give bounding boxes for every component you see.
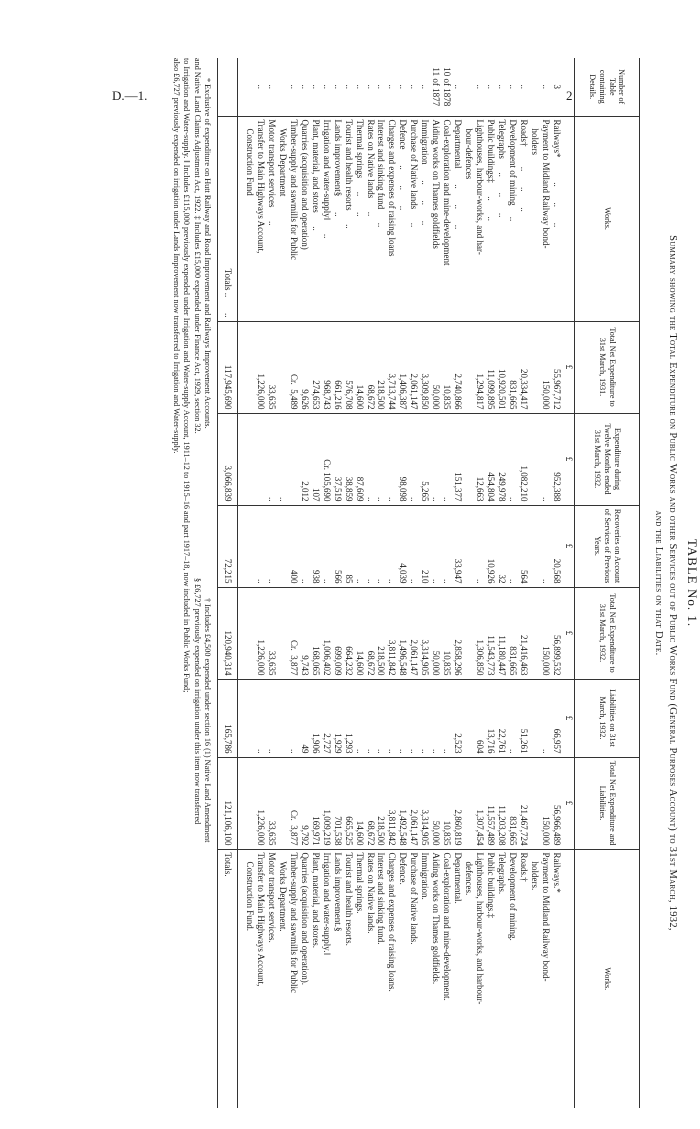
page-reference: D.—1. bbox=[112, 88, 148, 103]
page-number: 2 bbox=[566, 88, 573, 103]
footnote: † Includes £4,500 expended under section 16 (1) Native Land Amendment bbox=[203, 598, 212, 843]
unit-pound: £ bbox=[562, 413, 575, 505]
recoveries-total: 72,215 bbox=[217, 505, 237, 587]
header-liabilities: Liabilities on 31st March, 1932. bbox=[575, 679, 640, 757]
unit-pound: £ bbox=[562, 505, 575, 587]
works-column: Railways* .. .. .. Payment to Midland Railway bond- holders Roads† .. .. .. Development of mining .. Telegraphs .. .. .. Public buildings‡ .. .. Lighthouses, harbour-works, and har- bour-defences Departmental .. .. .. Coal-exploration and mine-development Aiding works on Thames goldfields Immigration .. .. .. Purchase of Native lands .. Defence .. .. .. Charges and expenses of raising loans Interest and sinking fund .. Rates on Native lands .. Thermal springs .. .. Tourist and health resorts .. Lands improvement§ .. Irrigation and water-supply‖ .. Plant, material, and stores .. Quarries (acquisition and operation) Timber-supply and sawmills for Public Works Department Motor transport services .. Transfer to Main Highways Account, Construction Fund bbox=[237, 116, 562, 321]
total-1932-value: 120,940,314 bbox=[217, 587, 237, 679]
total-1931-column: 55,967,712 150,000 20,334,417 831,665 10,920,501 11,099,895 1,294,817 2,740,866 10,835 50,000 3,309,850 2,061,147 1,406,387 3,713,744 218,500 68,672 14,600 576,708 661,216 968,743 274,653 9,626 Cr. 5,489 33,635 1,226,000 bbox=[237, 321, 562, 413]
table-header-row bbox=[575, 58, 640, 1108]
footnote: and Native Land Claims Adjustment Act, 1922. ‡ Includes £15,000 expended under Finance Act, 1929, section 32. bbox=[192, 58, 202, 434]
header-total-1931: Total Net Expenditure to 31st March, 1931. bbox=[575, 321, 640, 413]
expenditure-year-total: 3,066,839 bbox=[217, 413, 237, 505]
footnote: § £6,727 previously expended on irrigation under this item now transferred bbox=[192, 578, 202, 825]
header-works-right: Works. bbox=[575, 849, 640, 1108]
unit-pound: £ bbox=[562, 587, 575, 679]
unit-pound: £ bbox=[562, 757, 575, 849]
grand-total-value: 121,106,100 bbox=[217, 757, 237, 849]
footnotes bbox=[171, 58, 212, 1108]
rotated-table-block bbox=[140, 58, 700, 1108]
expenditure-year-column: 952,388 .. 1,082,210 .. 249,978 454,804 12,663 151,377 .. .. 5,265 .. 98,098 .. .. .. 87,609 38,859 37,519 Cr. 105,690 107 2,012 .. .. bbox=[237, 413, 562, 505]
header-table-number: Number of Table containing Details. bbox=[575, 58, 640, 116]
totals-label: Totals .. .. bbox=[217, 116, 237, 321]
header-total-with-liabilities: Total Net Expenditure and Liabilities. bbox=[575, 757, 640, 849]
header-expenditure-year: Expenditure during Twelve Months ended 31st March, 1932. bbox=[575, 413, 640, 505]
footnote: to Irrigation and Water-supply. ‖ Includes £115,000 previously expended under Irrigation and Water-supply Account, 1911–12 to 1915–16 and part 1917–18, now included in Public Works Fund; bbox=[182, 58, 192, 693]
total-1932-column: 56,899,532 150,000 21,416,463 831,665 11,180,447 11,543,773 1,306,850 2,858,296 10,835 50,000 3,314,905 2,061,147 1,496,548 3,811,842 218,500 68,672 14,600 664,232 699,009 1,006,402 168,065 9,743 Cr. 3,877 33,635 1,226,000 bbox=[237, 587, 562, 679]
header-total-1932: Total Net Expenditure to 31st March, 1932. bbox=[575, 587, 640, 679]
total-with-liabilities-column: 56,966,489 150,000 21,467,724 831,665 11,203,208 11,557,489 1,307,454 2,860,819 10,835 50,000 3,314,905 2,061,147 1,492,548 3,811,842 218,500 68,672 14,600 665,525 701,538 1,009,219 169,971 9,792 Cr. 3,877 33,635 1,226,000 bbox=[237, 757, 562, 849]
liabilities-total: 165,786 bbox=[217, 679, 237, 757]
table-caption-continued: and the Liabilities on that Date. bbox=[653, 510, 664, 656]
table-number-column: 3 .. .. .. .. .. .. .. 10 of 1878 11 of 1877 .. .. .. .. .. .. .. .. .. .. .. .. .. .. .. bbox=[255, 67, 562, 107]
totals-label-right: Totals. bbox=[217, 849, 237, 1108]
units-row bbox=[562, 58, 575, 1108]
recoveries-column: 20,568 .. 564 .. 32 10,926 .. 33,947 .. .. 210 .. 4,039 .. .. .. .. 85 566 .. 938 .. 400 .. .. bbox=[237, 505, 562, 587]
table-body-row bbox=[237, 58, 562, 1108]
table-caption: Summary showing the Total Expenditure on Public Works and other Services out of Public Works Fund (General Purposes Account) to 31st March, 1932, bbox=[667, 235, 678, 931]
header-recoveries: Recoveries on Account of Services of Previous Years. bbox=[575, 505, 640, 587]
table-title: TABLE No. 1. bbox=[685, 538, 700, 628]
header-works: Works. bbox=[575, 116, 640, 321]
footnote: also £6,727 previously expended on irrigation under Lands Improvement now transferred to Irrigation and Water-supply. bbox=[172, 58, 182, 454]
unit-pound: £ bbox=[562, 321, 575, 413]
unit-pound: £ bbox=[562, 679, 575, 757]
footnote: * Exclusive of expenditure on Hutt Railway and Road Improvement and Railways Improvement Accounts. bbox=[203, 78, 212, 429]
works-right-column: Railways.* Payment to Midland Railway bond- holders. Roads.† Development of mining. Telegraphs. Public buildings.‡ Lighthouses, harbour-works, and harbour- defences. Departmental. Coal-exploration and mine-development. Aiding works on Thames goldfields. Immigration. Purchase of Native lands. Defence. Charges and expenses of raising loans. Interest and sinking fund. Rates on Native lands. Thermal springs. Tourist and health resorts. Lands improvement.§ Irrigation and water-supply.‖ Plant, material, and stores. Quarries (acquisition and operation). Timber-supply and sawmills for Public Works Department. Motor transport services. Transfer to Main Highways Account, Construction Fund. bbox=[237, 849, 562, 1108]
expenditure-table bbox=[217, 58, 640, 1108]
totals-row bbox=[217, 58, 237, 1108]
liabilities-column: 66,957 .. 51,261 .. 22,761 13,716 604 2,523 .. .. .. .. .. .. .. .. .. 1,293 1,929 2,727 1,906 49 .. .. .. bbox=[237, 679, 562, 757]
total-1931-value: 117,945,690 bbox=[217, 321, 237, 413]
